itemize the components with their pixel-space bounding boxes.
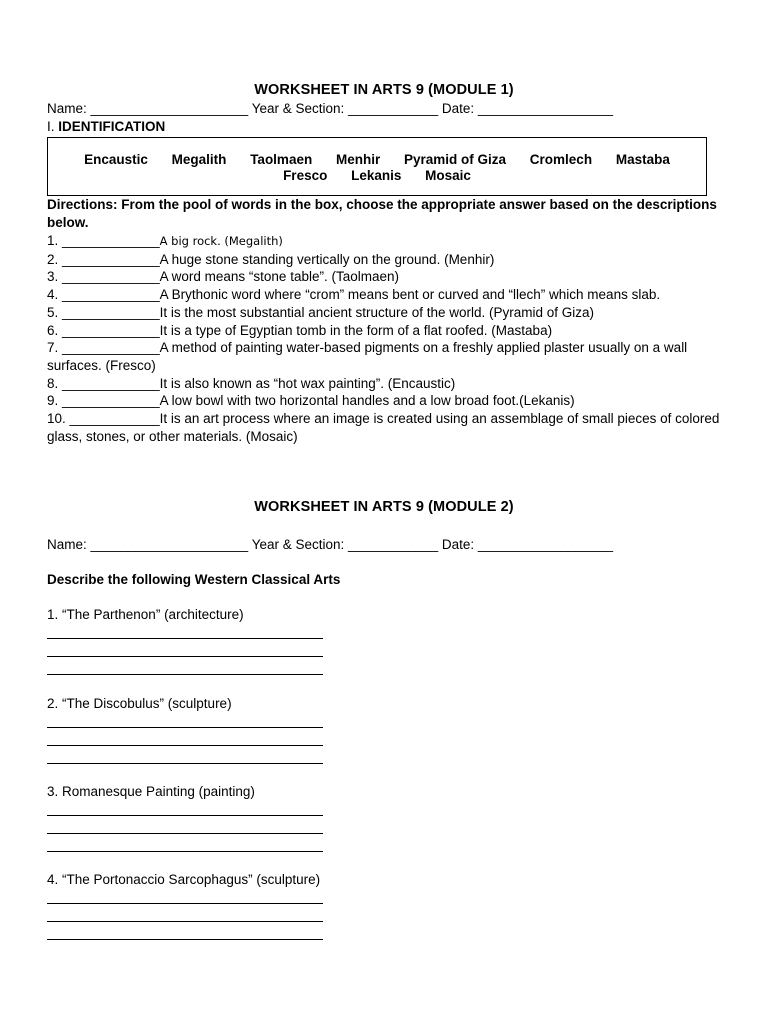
list-item: 9. _____________A low bowl with two horizontal handles and a low broad foot.(Lekanis) xyxy=(47,393,575,409)
word-pool-word: Lekanis xyxy=(351,168,402,183)
module2-header-fields: Name: _____________________ Year & Section: ____________ Date: __________________ xyxy=(47,537,614,552)
word-pool-word: Taolmaen xyxy=(250,152,313,167)
section-prefix: I. xyxy=(47,119,59,134)
list-item: 7. _____________A method of painting water-based pigments on a freshly applied plaster usually on a wall surfaces. (Fresco) xyxy=(47,340,688,373)
module2-instruction: Describe the following Western Classical Arts xyxy=(47,572,341,587)
word-pool-word: Cromlech xyxy=(529,152,593,167)
answer-line xyxy=(47,815,323,816)
word-pool-word: Mastaba xyxy=(615,152,670,167)
answer-line xyxy=(47,939,323,940)
word-pool-word: Encaustic xyxy=(84,152,148,167)
module2-title: WORKSHEET IN ARTS 9 (MODULE 2) xyxy=(254,499,514,515)
answer-line xyxy=(47,727,323,728)
list-item: 4. _____________A Brythonic word where “crom” means bent or curved and “llech” which means slab. xyxy=(47,287,661,303)
question-2: 2. “The Discobulus” (sculpture) xyxy=(47,696,232,711)
list-item: 1. _____________A big rock. (Megalith) xyxy=(47,233,283,248)
answer-line xyxy=(47,833,323,834)
list-item: 8. _____________It is also known as “hot wax painting”. (Encaustic) xyxy=(47,375,456,391)
answer-line xyxy=(47,745,323,746)
section-title: IDENTIFICATION xyxy=(58,119,166,134)
answer-line xyxy=(47,656,323,657)
list-item: 3. _____________A word means “stone table”. (Taolmaen) xyxy=(47,269,399,285)
word-pool-word: Megalith xyxy=(171,152,227,167)
list-item: 5. _____________It is the most substantial ancient structure of the world. (Pyramid of Giza) xyxy=(47,304,595,320)
word-pool-word: Fresco xyxy=(283,168,328,183)
word-pool-word: Menhir xyxy=(335,152,381,167)
answer-line xyxy=(47,903,323,904)
module1-header-fields: Name: _____________________ Year & Section: ____________ Date: __________________ xyxy=(47,101,614,116)
identification-items xyxy=(47,232,727,445)
directions-text: Directions: From the pool of words in the box, choose the appropriate answer based on the descriptions below. xyxy=(47,197,717,230)
word-pool-row-2 xyxy=(48,168,706,183)
list-item: 10. ____________It is an art process where an image is created using an assemblage of small pieces of colored glass, stones, or other materials. (Mosaic) xyxy=(47,411,720,444)
list-item: 2. _____________A huge stone standing vertically on the ground. (Menhir) xyxy=(47,251,495,267)
word-pool-row-1 xyxy=(48,152,706,167)
answer-line xyxy=(47,851,323,852)
question-4: 4. “The Portonaccio Sarcophagus” (sculpture) xyxy=(47,872,321,887)
answer-line xyxy=(47,674,323,675)
word-pool-word: Mosaic xyxy=(425,168,471,183)
list-item: 6. _____________It is a type of Egyptian tomb in the form of a flat roofed. (Mastaba) xyxy=(47,322,553,338)
module1-title: WORKSHEET IN ARTS 9 (MODULE 1) xyxy=(254,82,514,98)
section-heading xyxy=(47,119,165,134)
word-pool-word: Pyramid of Giza xyxy=(404,152,507,167)
word-pool-box xyxy=(47,137,707,196)
question-1: 1. “The Parthenon” (architecture) xyxy=(47,607,244,622)
answer-line xyxy=(47,763,323,764)
answer-line xyxy=(47,921,323,922)
answer-line xyxy=(47,638,323,639)
question-3: 3. Romanesque Painting (painting) xyxy=(47,784,255,799)
